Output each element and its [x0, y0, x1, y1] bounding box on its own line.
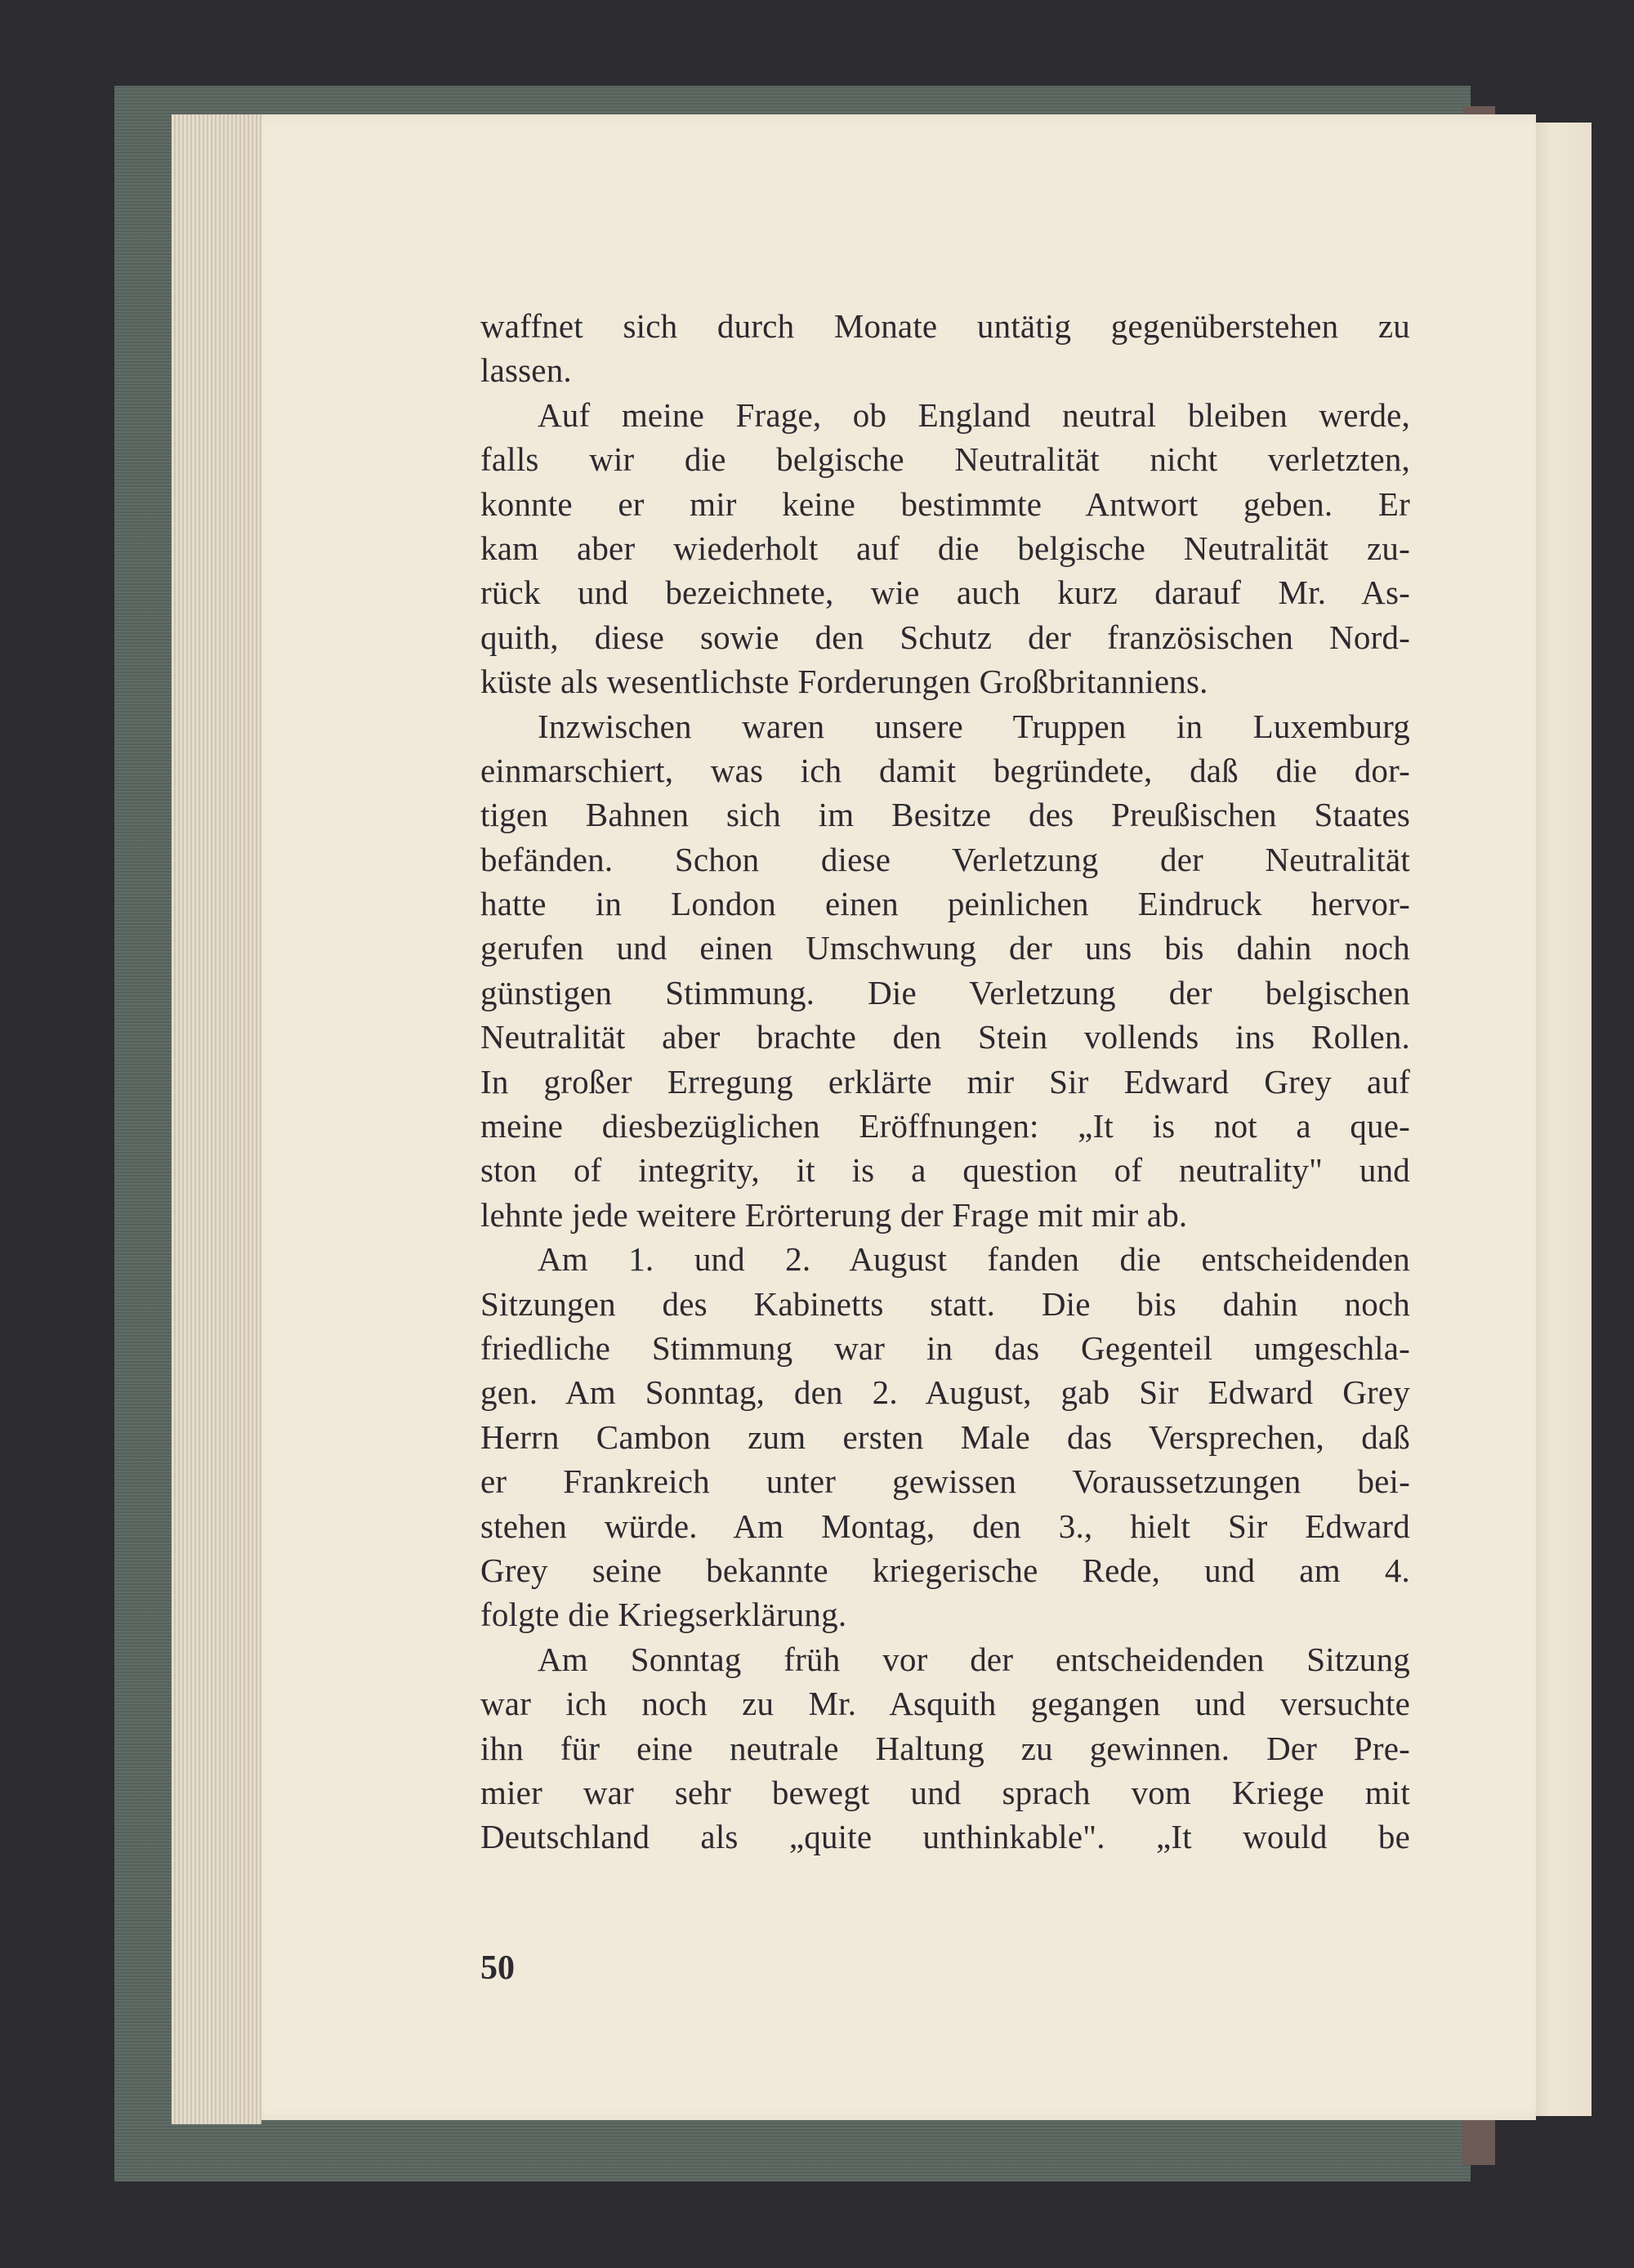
text-line: folgte die Kriegserklärung.	[480, 1596, 847, 1634]
text-line: Sitzungen des Kabinetts statt. Die bis dahin noch	[480, 1284, 1410, 1323]
text-line: kam aber wiederholt auf die belgische Neutralität zu-	[480, 529, 1410, 567]
text-line: lehnte jede weitere Erörterung der Frage mit mir ab.	[480, 1195, 1188, 1234]
text-line: waffnet sich durch Monate untätig gegenüberstehen zu	[480, 307, 1410, 345]
text-line: quith, diese sowie den Schutz der französischen Nord-	[480, 618, 1410, 656]
text-line: einmarschiert, was ich damit begründete, daß die dor-	[480, 751, 1410, 789]
text-line: befänden. Schon diese Verletzung der Neutralität	[480, 840, 1410, 878]
facing-page-edge	[1526, 123, 1592, 2116]
text-line: küste als wesentlichste Forderungen Großbritanniens.	[480, 663, 1208, 701]
text-line: er Frankreich unter gewissen Voraussetzungen bei-	[480, 1462, 1410, 1501]
text-line: Neutralität aber brachte den Stein vollends ins Rollen.	[480, 1018, 1410, 1056]
text-line: In großer Erregung erklärte mir Sir Edward Grey auf	[480, 1062, 1410, 1101]
text-line: tigen Bahnen sich im Besitze des Preußischen Staates	[480, 796, 1410, 834]
text-line: friedliche Stimmung war in das Gegenteil umgeschla-	[480, 1328, 1410, 1367]
text-line: gerufen und einen Umschwung der uns bis dahin noch	[480, 929, 1410, 967]
text-line: Inzwischen waren unsere Truppen in Luxemburg	[538, 707, 1410, 745]
text-line: konnte er mir keine bestimmte Antwort geben. Er	[480, 484, 1410, 523]
text-line: hatte in London einen peinlichen Eindruck hervor-	[480, 885, 1410, 923]
text-line: Grey seine bekannte kriegerische Rede, und am 4.	[480, 1551, 1410, 1589]
text-line: falls wir die belgische Neutralität nicht verletzten,	[480, 440, 1410, 479]
body-text	[480, 304, 1410, 1859]
text-line: rück und bezeichnete, wie auch kurz darauf Mr. As-	[480, 574, 1410, 612]
text-line: Am 1. und 2. August fanden die entscheidenden	[538, 1240, 1410, 1279]
text-line: Herrn Cambon zum ersten Male das Versprechen, daß	[480, 1418, 1410, 1456]
text-line: ston of integrity, it is a question of neutrality" und	[480, 1151, 1410, 1190]
text-line: Deutschland als „quite unthinkable". „It would be	[480, 1818, 1410, 1856]
page-number: 50	[480, 1949, 515, 1987]
text-line: lassen.	[480, 351, 572, 390]
text-line: mier war sehr bewegt und sprach vom Kriege mit	[480, 1773, 1410, 1811]
text-line: Am Sonntag früh vor der entscheidenden Sitzung	[538, 1640, 1410, 1678]
text-line: ihn für eine neutrale Haltung zu gewinnen. Der Pre-	[480, 1729, 1410, 1767]
text-line: stehen würde. Am Montag, den 3., hielt Sir Edward	[480, 1507, 1410, 1545]
text-line: meine diesbezüglichen Eröffnungen: „It is not a que-	[480, 1107, 1410, 1145]
text-line: Auf meine Frage, ob England neutral bleiben werde,	[538, 395, 1410, 434]
page-stack-edge	[172, 114, 261, 2124]
text-line: günstigen Stimmung. Die Verletzung der belgischen	[480, 973, 1410, 1011]
text-line: gen. Am Sonntag, den 2. August, gab Sir Edward Grey	[480, 1373, 1410, 1412]
text-line: war ich noch zu Mr. Asquith gegangen und versuchte	[480, 1685, 1410, 1723]
